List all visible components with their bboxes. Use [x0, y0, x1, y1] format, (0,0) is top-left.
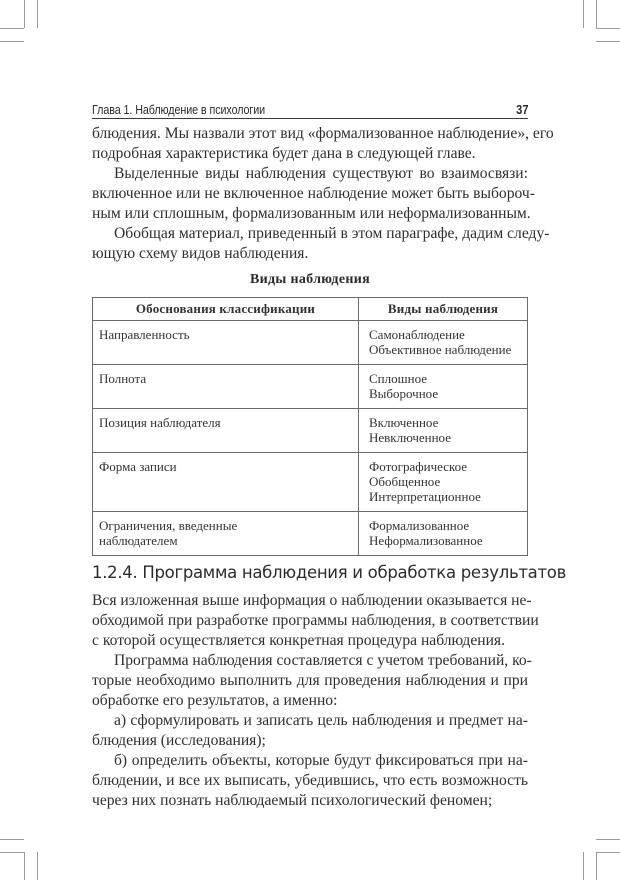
text-line: ным или сплошным, формализованным или неформализованным. — [92, 205, 531, 222]
paragraph — [92, 164, 535, 224]
text-line: с которой осуществляется конкретная процедура наблюдения. — [92, 632, 506, 649]
text-line: Выделенные виды наблюдения существуют во взаимосвязи: — [114, 165, 528, 182]
crop-mark — [0, 41, 24, 42]
section-heading: 1.2.4. Программа наблюдения и обработка результатов — [92, 563, 567, 582]
crop-mark — [596, 852, 620, 853]
observation-type: Интерпретационное — [369, 489, 481, 504]
column-header-types: Виды наблюдения — [359, 298, 528, 321]
chapter-title: Глава 1. Наблюдение в психологии — [92, 103, 266, 117]
crop-mark — [0, 839, 24, 840]
text-line: подробная характеристика будет дана в следующей главе. — [92, 145, 476, 162]
crop-mark — [24, 0, 25, 28]
text-line: блюдении, и все их выписать, убедившись, что есть возможность — [92, 772, 528, 789]
crop-mark — [37, 852, 38, 880]
crop-mark — [0, 28, 24, 29]
crop-mark — [596, 41, 620, 42]
observation-types-cell — [359, 512, 528, 556]
crop-mark — [24, 852, 25, 880]
text-line: включенное или не включенное наблюдение может быть выбороч- — [92, 185, 535, 202]
crop-mark — [583, 0, 584, 28]
running-head — [92, 100, 528, 119]
paragraph — [92, 751, 528, 811]
table-row — [93, 321, 528, 365]
crop-mark — [596, 852, 597, 880]
page-number: 37 — [515, 102, 528, 117]
crop-mark — [0, 852, 24, 853]
observation-types-cell — [359, 365, 528, 409]
observation-type: Сплошное — [369, 371, 428, 386]
classification-basis-cell: Позиция наблюдателя — [93, 409, 359, 453]
observation-type: Фотографическое — [369, 459, 468, 474]
paragraph — [92, 651, 532, 711]
observation-type: Обобщенное — [369, 474, 441, 489]
table-header-row — [93, 298, 528, 321]
text-line: блюдения (исследования); — [92, 732, 266, 749]
observation-type: Включенное — [369, 415, 439, 430]
text-line: блюдения. Мы назвали этот вид «формализованное наблюдение», его — [92, 125, 554, 142]
table-row — [93, 409, 528, 453]
observation-type: Неформализованное — [369, 533, 483, 548]
text-line: ющую схему видов наблюдения. — [92, 245, 309, 262]
text-line: а) сформулировать и записать цель наблюдения и предмет на- — [114, 712, 528, 729]
crop-mark — [583, 852, 584, 880]
section-text — [92, 591, 539, 811]
observation-type: Выборочное — [369, 386, 439, 401]
classification-basis-cell: Форма записи — [93, 453, 359, 512]
observation-type: Формализованное — [369, 518, 470, 533]
table-caption: Виды наблюдения — [250, 272, 370, 287]
observation-type: Объективное наблюдение — [369, 342, 512, 357]
table-row — [93, 512, 528, 556]
crop-mark — [596, 839, 620, 840]
text-line: Программа наблюдения составляется с учетом требований, ко- — [114, 652, 532, 669]
crop-mark — [596, 0, 597, 28]
classification-basis-cell: Ограничения, введенные наблюдателем — [93, 512, 359, 556]
observation-types-cell — [359, 409, 528, 453]
crop-mark — [37, 0, 38, 28]
text-line: обработке его результатов, а именно: — [92, 692, 338, 709]
classification-basis-cell: Направленность — [93, 321, 359, 365]
text-line: Обобщая материал, приведенный в этом параграфе, дадим следу- — [114, 225, 550, 242]
observation-type: Невключенное — [369, 430, 451, 445]
observation-types-table — [92, 297, 528, 556]
paragraph — [92, 711, 528, 751]
observation-type: Самонаблюдение — [369, 327, 465, 342]
text-line: обходимой при разработке программы наблюдения, в соответствии — [92, 612, 539, 629]
classification-basis-cell: Полнота — [93, 365, 359, 409]
text-line: Вся изложенная выше информация о наблюдении оказывается не- — [92, 592, 532, 609]
text-line: торые необходимо выполнить для проведения наблюдения и при — [92, 672, 528, 689]
table-row — [93, 365, 528, 409]
table-row — [93, 453, 528, 512]
paragraph — [92, 591, 539, 651]
intro-text — [92, 124, 554, 264]
column-header-basis: Обоснования классификации — [93, 298, 359, 321]
text-line: через них познать наблюдаемый психологический феномен; — [92, 792, 493, 809]
observation-types-cell — [359, 453, 528, 512]
paragraph — [92, 124, 554, 164]
observation-types-cell — [359, 321, 528, 365]
crop-mark — [596, 28, 620, 29]
paragraph — [92, 224, 550, 264]
text-line: б) определить объекты, которые будут фиксироваться при на- — [114, 752, 528, 769]
